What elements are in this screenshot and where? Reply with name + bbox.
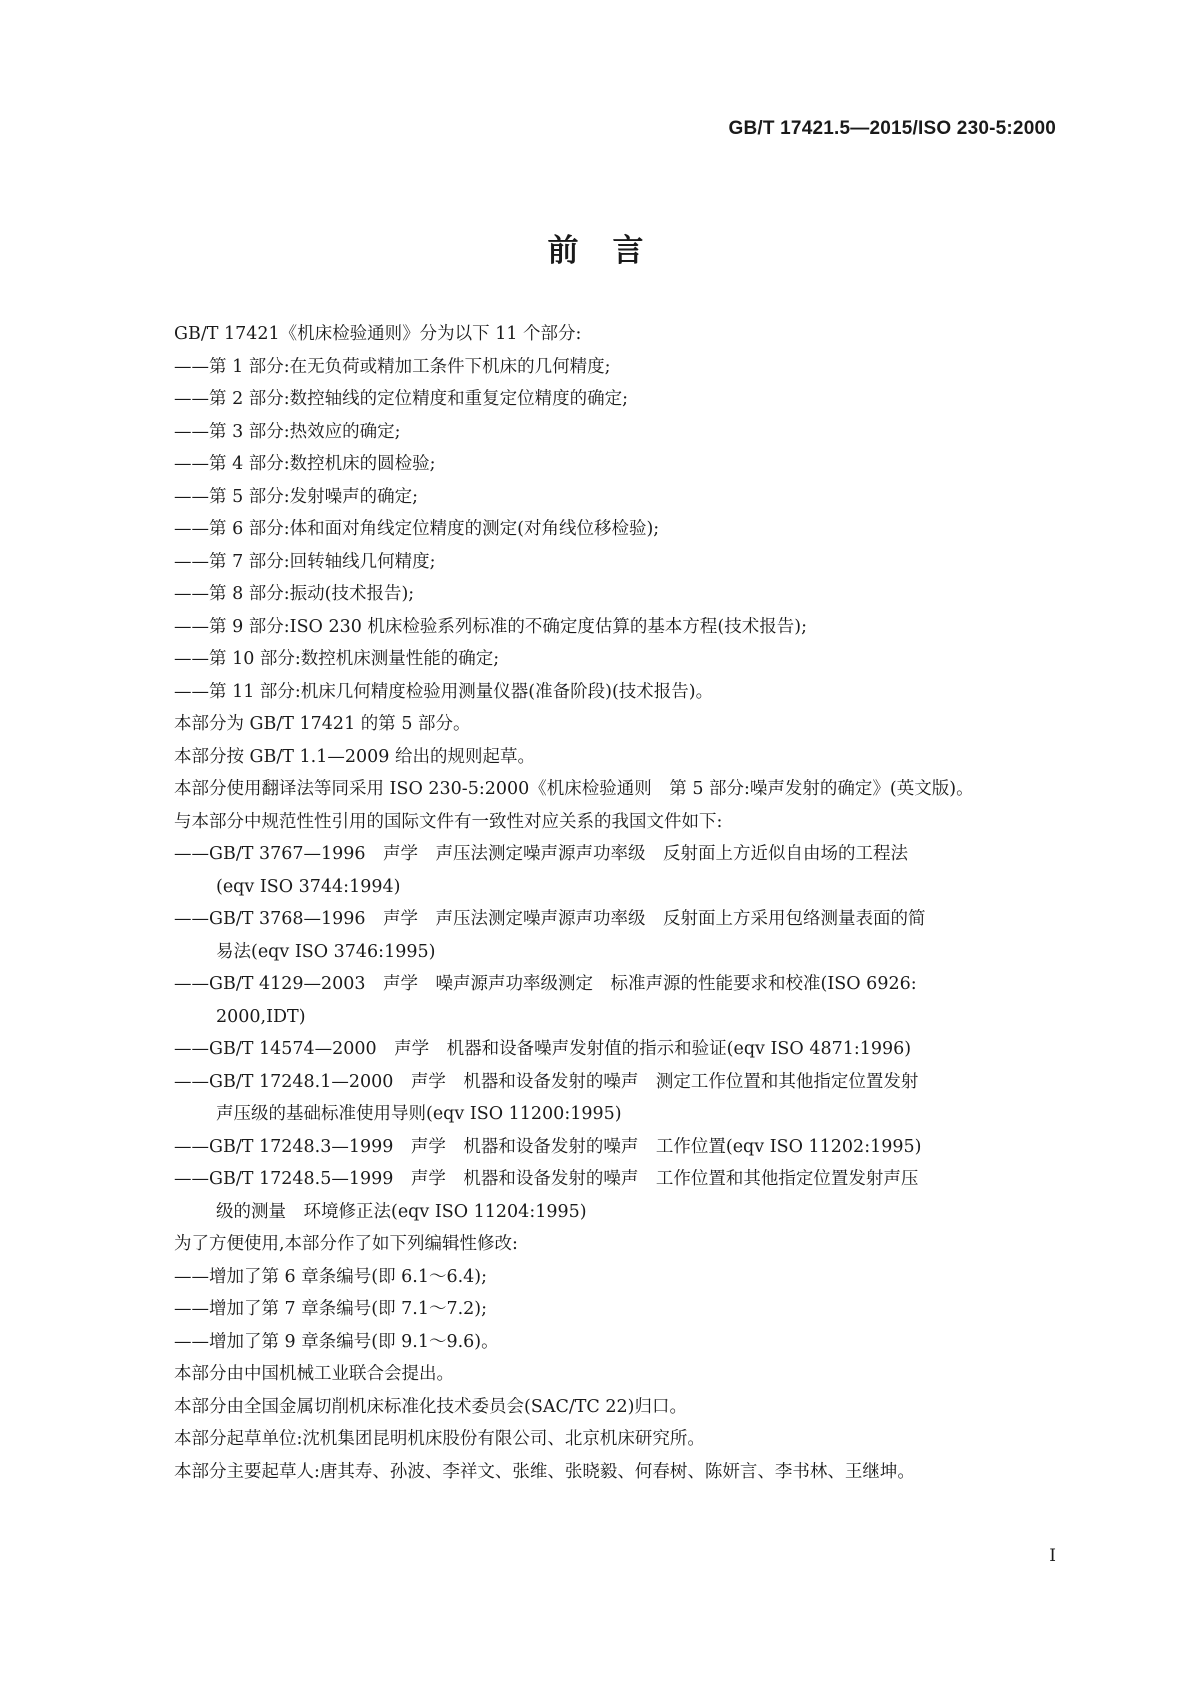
list-item xyxy=(132,1131,1058,1164)
foreword-body xyxy=(132,318,1058,1488)
list-item xyxy=(132,1033,1058,1066)
list-item xyxy=(132,903,1058,968)
reference-line: ——GB/T 17248.1—2000 声学 机器和设备发射的噪声 测定工作位置和其他指定位置发射 xyxy=(174,1071,919,1092)
reference-line: ——GB/T 17248.5—1999 声学 机器和设备发射的噪声 工作位置和其他指定位置发射声压 xyxy=(174,1169,919,1189)
reference-line: ——GB/T 4129—2003 声学 噪声源声功率级测定 标准声源的性能要求和校准(ISO 6926: xyxy=(174,974,917,994)
list-item: ——第 10 部分:数控机床测量性能的确定; xyxy=(174,649,500,669)
list-item: ——第 2 部分:数控轴线的定位精度和重复定位精度的确定; xyxy=(174,389,629,409)
drafters-paragraph: 本部分主要起草人:唐其寿、孙波、李祥文、张维、张晓毅、何春树、陈妍言、李书林、王继坤。 xyxy=(174,1461,915,1482)
list-item xyxy=(132,1163,1058,1228)
list-item: ——第 3 部分:热效应的确定; xyxy=(174,421,401,442)
parts-list xyxy=(132,351,1058,709)
list-item: ——增加了第 9 章条编号(即 9.1～9.6)。 xyxy=(174,1331,499,1352)
list-item: ——第 5 部分:发射噪声的确定; xyxy=(174,486,419,507)
list-item: ——第 11 部分:机床几何精度检验用测量仪器(准备阶段)(技术报告)。 xyxy=(174,681,714,702)
intro-paragraph: GB/T 17421《机床检验通则》分为以下 11 个部分: xyxy=(174,324,582,344)
page-title: 前言 xyxy=(547,233,678,269)
standard-code-header: GB/T 17421.5—2015/ISO 230-5:2000 xyxy=(728,118,1056,139)
part-of-paragraph: 本部分为 GB/T 17421 的第 5 部分。 xyxy=(174,714,471,734)
page-number: I xyxy=(1049,1546,1056,1566)
reference-line: ——GB/T 14574—2000 声学 机器和设备噪声发射值的指示和验证(eqv ISO 4871:1996) xyxy=(174,1039,912,1059)
reference-line: ——GB/T 17248.3—1999 声学 机器和设备发射的噪声 工作位置(eqv ISO 11202:1995) xyxy=(174,1136,922,1157)
list-item: ——第 8 部分:振动(技术报告); xyxy=(174,584,415,604)
drafting-rules-paragraph: 本部分按 GB/T 1.1—2009 给出的规则起草。 xyxy=(174,746,535,767)
drafting-units-paragraph: 本部分起草单位:沈机集团昆明机床股份有限公司、北京机床研究所。 xyxy=(174,1429,705,1449)
list-item: ——第 7 部分:回转轴线几何精度; xyxy=(174,551,436,572)
list-item: ——第 4 部分:数控机床的圆检验; xyxy=(174,454,436,474)
translation-paragraph: 本部分使用翻译法等同采用 ISO 230-5:2000《机床检验通则 第 5 部分:噪声发射的确定》(英文版)。 xyxy=(174,779,974,799)
reference-continuation: 2000,IDT) xyxy=(216,1006,306,1027)
list-item: ——第 6 部分:体和面对角线定位精度的测定(对角线位移检验); xyxy=(174,519,660,539)
edits-intro: 为了方便使用,本部分作了如下列编辑性修改: xyxy=(174,1234,518,1254)
references-list xyxy=(132,838,1058,1228)
reference-continuation: 级的测量 环境修正法(eqv ISO 11204:1995) xyxy=(216,1201,587,1222)
proposed-by-paragraph: 本部分由中国机械工业联合会提出。 xyxy=(174,1364,454,1384)
managed-by-paragraph: 本部分由全国金属切削机床标准化技术委员会(SAC/TC 22)归口。 xyxy=(174,1396,687,1417)
edits-list xyxy=(132,1261,1058,1359)
list-item xyxy=(132,1066,1058,1131)
reference-continuation: 易法(eqv ISO 3746:1995) xyxy=(216,941,436,962)
list-item xyxy=(132,838,1058,903)
list-item: ——第 1 部分:在无负荷或精加工条件下机床的几何精度; xyxy=(174,356,611,377)
reference-continuation: 声压级的基础标准使用导则(eqv ISO 11200:1995) xyxy=(216,1104,622,1124)
reference-line: ——GB/T 3767—1996 声学 声压法测定噪声源声功率级 反射面上方近似自由场的工程法 xyxy=(174,844,909,864)
reference-continuation: (eqv ISO 3744:1994) xyxy=(216,876,401,897)
list-item: ——增加了第 7 章条编号(即 7.1～7.2); xyxy=(174,1299,488,1319)
intl-docs-intro: 与本部分中规范性性引用的国际文件有一致性对应关系的我国文件如下: xyxy=(174,811,723,832)
reference-line: ——GB/T 3768—1996 声学 声压法测定噪声源声功率级 反射面上方采用包络测量表面的简 xyxy=(174,909,926,929)
list-item xyxy=(132,968,1058,1033)
list-item: ——第 9 部分:ISO 230 机床检验系列标准的不确定度估算的基本方程(技术报告); xyxy=(174,616,807,637)
list-item: ——增加了第 6 章条编号(即 6.1～6.4); xyxy=(174,1266,488,1287)
